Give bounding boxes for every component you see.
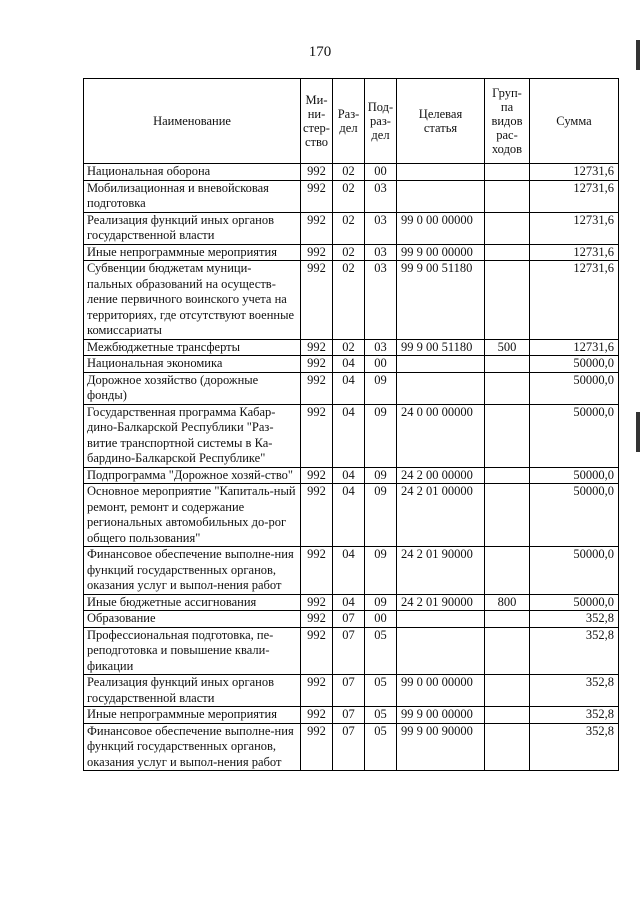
row-expense-group — [485, 261, 530, 340]
row-ministry: 992 — [301, 611, 333, 628]
row-ministry: 992 — [301, 164, 333, 181]
row-name: Профессиональная подготовка, пе-реподготовка и повышение квали-фикации — [84, 627, 301, 675]
row-section: 04 — [333, 404, 365, 467]
row-subsection: 03 — [365, 180, 397, 212]
row-subsection: 03 — [365, 261, 397, 340]
header-ministry: Ми- ни- стер- ство — [301, 79, 333, 164]
row-section: 02 — [333, 164, 365, 181]
row-amount: 12731,6 — [530, 212, 619, 244]
row-ministry: 992 — [301, 707, 333, 724]
table-row — [84, 547, 619, 595]
row-ministry: 992 — [301, 675, 333, 707]
row-section: 07 — [333, 675, 365, 707]
row-ministry: 992 — [301, 244, 333, 261]
table-row — [84, 261, 619, 340]
row-amount: 50000,0 — [530, 594, 619, 611]
row-ministry: 992 — [301, 339, 333, 356]
row-target-article: 24 2 01 90000 — [397, 594, 485, 611]
row-section: 04 — [333, 547, 365, 595]
row-name: Основное мероприятие "Капиталь-ный ремонт, ремонт и содержание региональных автомобильных до-рог общего пользования" — [84, 484, 301, 547]
row-expense-group — [485, 244, 530, 261]
row-amount: 12731,6 — [530, 339, 619, 356]
row-amount: 50000,0 — [530, 372, 619, 404]
row-target-article: 99 9 00 00000 — [397, 244, 485, 261]
table-row — [84, 164, 619, 181]
row-amount: 50000,0 — [530, 484, 619, 547]
table-row — [84, 484, 619, 547]
row-subsection: 05 — [365, 627, 397, 675]
row-subsection: 03 — [365, 339, 397, 356]
page-number: 170 — [308, 44, 332, 60]
row-expense-group: 800 — [485, 594, 530, 611]
row-name: Дорожное хозяйство (дорожные фонды) — [84, 372, 301, 404]
scan-edge-mark — [636, 412, 640, 452]
row-amount: 352,8 — [530, 723, 619, 771]
row-ministry: 992 — [301, 484, 333, 547]
row-subsection: 09 — [365, 404, 397, 467]
row-target-article — [397, 372, 485, 404]
row-target-article — [397, 627, 485, 675]
table-row — [84, 707, 619, 724]
row-name: Мобилизационная и вневойсковая подготовка — [84, 180, 301, 212]
row-section: 02 — [333, 244, 365, 261]
row-expense-group — [485, 723, 530, 771]
row-name: Реализация функций иных органов государственной власти — [84, 212, 301, 244]
row-name: Иные непрограммные мероприятия — [84, 244, 301, 261]
row-name: Национальная оборона — [84, 164, 301, 181]
row-section: 02 — [333, 212, 365, 244]
row-expense-group — [485, 356, 530, 373]
header-name: Наименование — [84, 79, 301, 164]
row-expense-group — [485, 404, 530, 467]
row-target-article — [397, 164, 485, 181]
row-target-article: 99 0 00 00000 — [397, 675, 485, 707]
row-section: 04 — [333, 467, 365, 484]
row-target-article: 24 2 00 00000 — [397, 467, 485, 484]
row-expense-group — [485, 372, 530, 404]
row-amount: 352,8 — [530, 611, 619, 628]
row-subsection: 09 — [365, 547, 397, 595]
row-name: Межбюджетные трансферты — [84, 339, 301, 356]
row-name: Финансовое обеспечение выполне-ния функций государственных органов, оказания услуг и выпол-нения работ — [84, 547, 301, 595]
row-expense-group — [485, 164, 530, 181]
row-expense-group — [485, 611, 530, 628]
row-target-article: 99 0 00 00000 — [397, 212, 485, 244]
row-subsection: 05 — [365, 723, 397, 771]
row-subsection: 03 — [365, 244, 397, 261]
row-section: 07 — [333, 627, 365, 675]
row-amount: 50000,0 — [530, 356, 619, 373]
row-amount: 12731,6 — [530, 261, 619, 340]
row-amount: 352,8 — [530, 627, 619, 675]
row-subsection: 09 — [365, 594, 397, 611]
row-section: 04 — [333, 356, 365, 373]
row-expense-group — [485, 627, 530, 675]
row-subsection: 03 — [365, 212, 397, 244]
table-row — [84, 467, 619, 484]
table-header-row — [84, 79, 619, 164]
row-ministry: 992 — [301, 180, 333, 212]
row-section: 04 — [333, 484, 365, 547]
table-row — [84, 339, 619, 356]
row-amount: 352,8 — [530, 675, 619, 707]
row-subsection: 00 — [365, 356, 397, 373]
row-section: 07 — [333, 611, 365, 628]
row-subsection: 09 — [365, 372, 397, 404]
row-subsection: 09 — [365, 484, 397, 547]
budget-table — [83, 78, 619, 771]
table-row — [84, 675, 619, 707]
row-amount: 50000,0 — [530, 404, 619, 467]
table-row — [84, 212, 619, 244]
row-target-article: 24 2 01 90000 — [397, 547, 485, 595]
header-expense-group: Груп- па видов рас- ходов — [485, 79, 530, 164]
row-section: 02 — [333, 339, 365, 356]
table-row — [84, 244, 619, 261]
row-name: Подпрограмма "Дорожное хозяй-ство" — [84, 467, 301, 484]
row-name: Субвенции бюджетам муници-пальных образований на осуществ-ление первичного воинского учета на территориях, где отсутствуют военные комиссариаты — [84, 261, 301, 340]
row-name: Реализация функций иных органов государственной власти — [84, 675, 301, 707]
row-subsection: 09 — [365, 467, 397, 484]
row-subsection: 00 — [365, 164, 397, 181]
row-ministry: 992 — [301, 372, 333, 404]
table-row — [84, 611, 619, 628]
row-section: 02 — [333, 180, 365, 212]
row-section: 02 — [333, 261, 365, 340]
row-ministry: 992 — [301, 594, 333, 611]
row-section: 04 — [333, 594, 365, 611]
row-ministry: 992 — [301, 547, 333, 595]
row-ministry: 992 — [301, 261, 333, 340]
table-row — [84, 356, 619, 373]
row-expense-group — [485, 180, 530, 212]
row-expense-group: 500 — [485, 339, 530, 356]
table-row — [84, 404, 619, 467]
table-row — [84, 372, 619, 404]
table-row — [84, 180, 619, 212]
table-row — [84, 723, 619, 771]
header-amount: Сумма — [530, 79, 619, 164]
row-amount: 12731,6 — [530, 164, 619, 181]
header-target-article: Целевая статья — [397, 79, 485, 164]
row-name: Образование — [84, 611, 301, 628]
row-target-article: 24 2 01 00000 — [397, 484, 485, 547]
row-target-article: 99 9 00 51180 — [397, 261, 485, 340]
row-name: Иные непрограммные мероприятия — [84, 707, 301, 724]
row-ministry: 992 — [301, 212, 333, 244]
row-section: 04 — [333, 372, 365, 404]
row-ministry: 992 — [301, 404, 333, 467]
row-target-article: 24 0 00 00000 — [397, 404, 485, 467]
row-subsection: 05 — [365, 675, 397, 707]
scan-edge-mark — [636, 40, 640, 70]
row-name: Иные бюджетные ассигнования — [84, 594, 301, 611]
row-target-article — [397, 180, 485, 212]
row-ministry: 992 — [301, 627, 333, 675]
row-subsection: 05 — [365, 707, 397, 724]
row-target-article — [397, 611, 485, 628]
header-section: Раз- дел — [333, 79, 365, 164]
row-expense-group — [485, 484, 530, 547]
row-ministry: 992 — [301, 723, 333, 771]
row-expense-group — [485, 547, 530, 595]
row-name: Финансовое обеспечение выполне-ния функций государственных органов, оказания услуг и выпол-нения работ — [84, 723, 301, 771]
row-target-article: 99 9 00 51180 — [397, 339, 485, 356]
row-expense-group — [485, 675, 530, 707]
table-row — [84, 594, 619, 611]
row-target-article: 99 9 00 00000 — [397, 707, 485, 724]
row-expense-group — [485, 467, 530, 484]
row-subsection: 00 — [365, 611, 397, 628]
row-amount: 12731,6 — [530, 180, 619, 212]
row-name: Национальная экономика — [84, 356, 301, 373]
header-subsection: Под- раз- дел — [365, 79, 397, 164]
row-ministry: 992 — [301, 356, 333, 373]
row-expense-group — [485, 707, 530, 724]
row-amount: 50000,0 — [530, 547, 619, 595]
row-target-article: 99 9 00 90000 — [397, 723, 485, 771]
row-ministry: 992 — [301, 467, 333, 484]
row-expense-group — [485, 212, 530, 244]
row-amount: 12731,6 — [530, 244, 619, 261]
row-target-article — [397, 356, 485, 373]
row-section: 07 — [333, 707, 365, 724]
table-row — [84, 627, 619, 675]
row-amount: 50000,0 — [530, 467, 619, 484]
row-name: Государственная программа Кабар-дино-Балкарской Республики "Раз-витие транспортной системы в Ка-бардино-Балкарской Республике" — [84, 404, 301, 467]
row-section: 07 — [333, 723, 365, 771]
row-amount: 352,8 — [530, 707, 619, 724]
